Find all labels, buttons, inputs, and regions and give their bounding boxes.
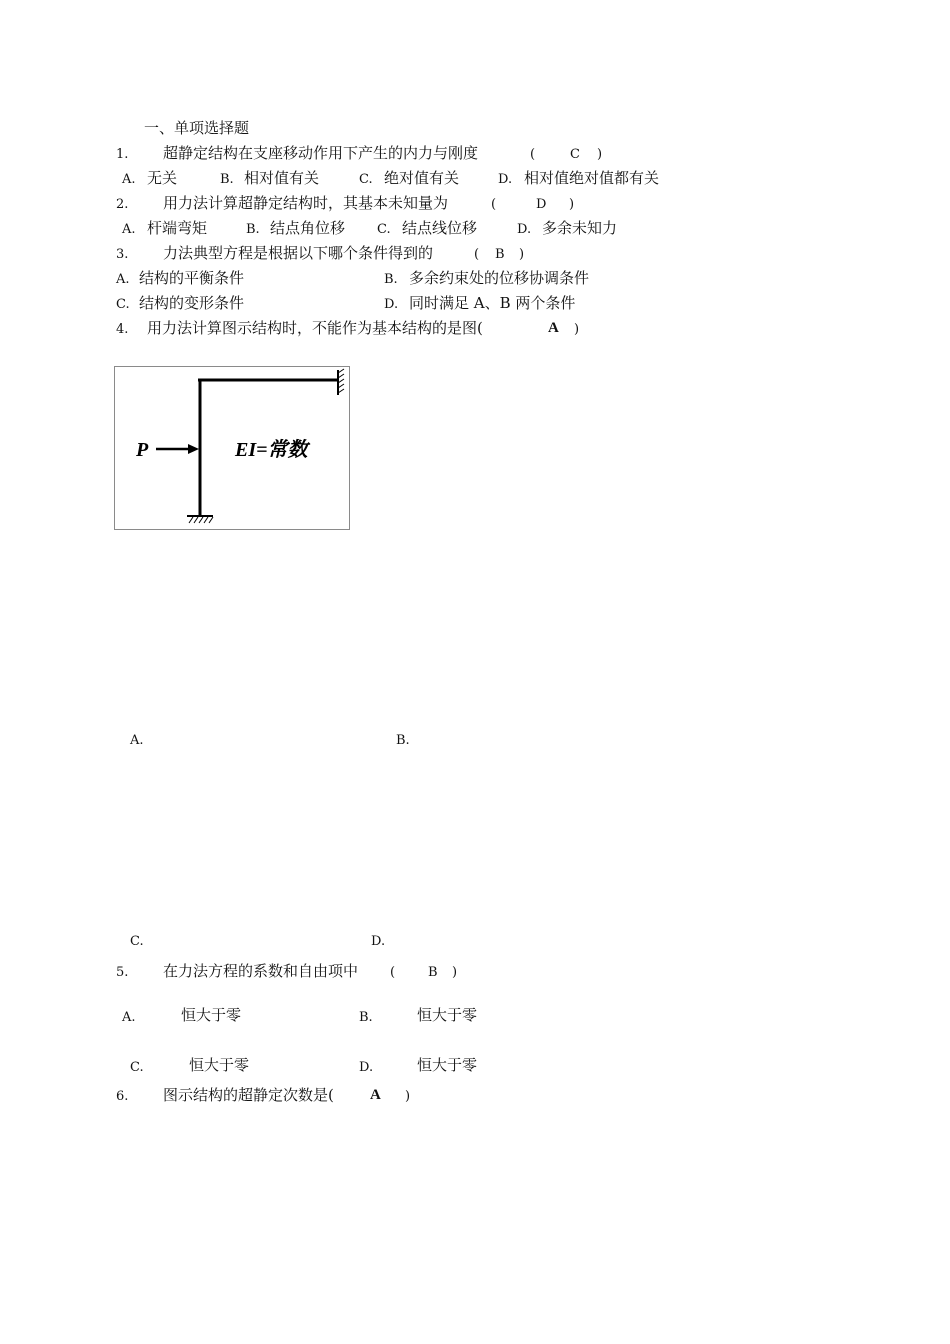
answer-letter: C (570, 147, 580, 162)
option-letter: D. (359, 1060, 374, 1075)
option-text: 恒大于零 (417, 1006, 478, 1024)
answer-close-paren: ) (519, 247, 525, 262)
option-text: 结构的平衡条件 (139, 269, 245, 287)
option-text: 同时满足 A、B 两个条件 (409, 294, 576, 312)
option-text: 结点角位移 (270, 219, 346, 237)
option-letter: C. (130, 1060, 144, 1075)
question-number: 4. (116, 322, 129, 337)
answer-letter: A (370, 1087, 381, 1103)
option-text: 恒大于零 (417, 1056, 478, 1074)
fixed-support-icon (338, 369, 344, 395)
option-letter: B. (359, 1010, 373, 1025)
option-text: 相对值绝对值都有关 (524, 169, 660, 187)
option-text: 多余约束处的位移协调条件 (409, 269, 590, 287)
option-text: 杆端弯矩 (147, 219, 208, 237)
question-text: 在力法方程的系数和自由项中 (163, 962, 359, 980)
option-letter: D. (517, 222, 532, 237)
answer-letter: B (428, 965, 438, 980)
option-text: 绝对值有关 (384, 169, 460, 187)
answer-letter: B (495, 247, 505, 262)
option-letter: B. (396, 733, 410, 748)
option-letter: D. (498, 172, 513, 187)
section-title: 一、单项选择题 (144, 119, 250, 137)
option-letter: B. (220, 172, 234, 187)
option-letter: A. (116, 272, 130, 287)
option-text: 恒大于零 (189, 1056, 250, 1074)
option-letter: C. (130, 934, 144, 949)
answer-open-paren: ( (530, 147, 536, 162)
stiffness-label: EI=常数 (235, 439, 308, 461)
question-text: 用力法计算图示结构时，不能作为基本结构的是图( (147, 319, 483, 337)
option-text: 恒大于零 (181, 1006, 242, 1024)
option-text: 结构的变形条件 (139, 294, 245, 312)
question-number: 3. (116, 247, 129, 262)
option-letter: B. (246, 222, 260, 237)
answer-open-paren: ( (390, 965, 396, 980)
option-text: 相对值有关 (244, 169, 320, 187)
option-text: 结点线位移 (402, 219, 478, 237)
question-text: 图示结构的超静定次数是( (163, 1086, 334, 1104)
answer-close-paren: ) (574, 322, 580, 337)
answer-open-paren: ( (491, 197, 497, 212)
question-number: 1. (116, 147, 129, 162)
ground-support-icon (187, 516, 213, 523)
option-letter: B. (384, 272, 398, 287)
option-letter: A. (122, 172, 136, 187)
answer-letter: D (536, 197, 547, 212)
load-arrow-icon (156, 444, 199, 454)
answer-close-paren: ) (597, 147, 603, 162)
option-letter: C. (377, 222, 391, 237)
frame-figure (114, 366, 350, 530)
answer-letter: A (548, 320, 559, 336)
option-letter: D. (384, 297, 399, 312)
option-letter: C. (359, 172, 373, 187)
load-label: P (136, 439, 149, 461)
question-text: 力法典型方程是根据以下哪个条件得到的 (163, 244, 434, 262)
question-text: 超静定结构在支座移动作用下产生的内力与刚度 (163, 144, 479, 162)
option-text: 多余未知力 (542, 219, 618, 237)
option-letter: A. (122, 222, 136, 237)
frame-diagram (115, 367, 351, 531)
answer-close-paren: ) (569, 197, 575, 212)
question-number: 6. (116, 1089, 129, 1104)
question-number: 5. (116, 965, 129, 980)
option-letter: A. (130, 733, 144, 748)
option-letter: D. (371, 934, 386, 949)
option-letter: A. (122, 1010, 136, 1025)
answer-open-paren: ( (474, 247, 480, 262)
answer-close-paren: ) (452, 965, 458, 980)
option-letter: C. (116, 297, 130, 312)
question-text: 用力法计算超静定结构时，其基本未知量为 (163, 194, 449, 212)
question-number: 2. (116, 197, 129, 212)
answer-close-paren: ) (405, 1089, 411, 1104)
option-text: 无关 (147, 169, 178, 187)
